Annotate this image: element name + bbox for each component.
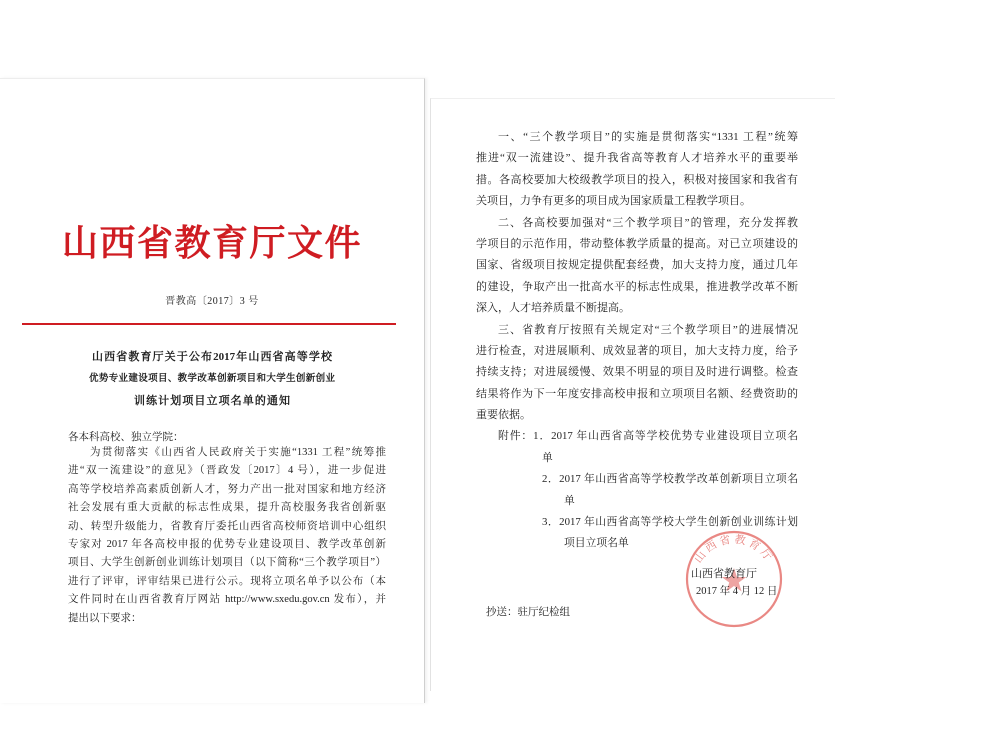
- seal-text: [692, 532, 777, 566]
- paragraph-line: 关项目，力争有更多的项目成为国家质量工程教学项目。: [476, 195, 751, 208]
- body-line: 高等学校培养高素质创新人才，努力产出一批对国家和地方经济: [68, 483, 386, 495]
- red-divider-line: [22, 323, 396, 325]
- paragraph-line: 学项目的示范作用，带动整体教学质量的提高。对已立项建设的: [476, 237, 798, 250]
- notice-title: [0, 346, 424, 412]
- requirements-body: [476, 127, 798, 555]
- attachment-continuation: 单: [564, 494, 575, 507]
- paragraph-line: 重要依据。: [476, 409, 531, 422]
- body-line: 文件同时在山西省教育厅网站 http://www.sxedu.gov.cn 发布），并: [68, 594, 386, 606]
- body-line: 进行了评审，评审结果已进行公示。现将立项名单予以公布（本: [68, 575, 386, 587]
- paragraph-line: 进行检查，对进展顺利、成效显著的项目，加大支持力度，给予: [476, 344, 798, 357]
- paragraph-line: 一、“三个教学项目”的实施是贯彻落实“1331 工程”统筹: [498, 131, 798, 143]
- attachment-item: 1．2017 年山西省高等学校优势专业建设项目立项名: [533, 430, 798, 443]
- body-line: 进“双一流建设”的意见》（晋政发〔2017〕4 号），进一步促进: [68, 465, 386, 477]
- right-page: [430, 98, 835, 691]
- attachment-item: 2．2017 年山西省高等学校教学改革创新项目立项名: [542, 473, 798, 486]
- paragraph-line: 三、省教育厅按照有关规定对“三个教学项目”的进展情况: [498, 323, 798, 336]
- body-line: 社会发展有重大贡献的标志性成果，提升高校服务我省创新驱: [68, 502, 386, 514]
- seal-text-path: 山西省教育厅: [692, 533, 776, 566]
- attachment-label: 附件：: [498, 430, 534, 443]
- left-page: [0, 78, 425, 703]
- carbon-copy-line: 抄送：驻厅纪检组: [486, 607, 570, 618]
- document-number: 晋教高〔2017〕3 号: [165, 296, 259, 307]
- title-line: 优势专业建设项目、教学改革创新项目和大学生创新创业: [89, 374, 335, 384]
- title-line: 训练计划项目立项名单的通知: [134, 395, 290, 407]
- paragraph-line: 推进“双一流建设”、提升我省高等教育人才培养水平的重要举: [476, 152, 798, 165]
- document-header: 山西省教育厅文件: [61, 223, 362, 263]
- paragraph-line: 措。各高校要加大校级教学项目的投入，积极对接国家和我省有: [476, 173, 798, 186]
- attachment-line: [476, 426, 798, 447]
- paragraph-line: 深入，人才培养质量不断提高。: [476, 302, 630, 315]
- attachment-item: 3．2017 年山西省高等学校大学生创新创业训练计划: [542, 516, 798, 529]
- notice-body: [68, 444, 386, 628]
- attachment-continuation: 单: [542, 451, 553, 464]
- paragraph-line: 持续支持；对进展缓慢、效果不明显的项目及时进行调整。检查: [476, 366, 798, 379]
- salutation: 各本科高校、独立学院：: [68, 432, 184, 443]
- body-line: 提出以下要求：: [68, 612, 142, 624]
- attachment-continuation: 项目立项名单: [564, 537, 629, 550]
- paragraph-line: 国家、省级项目按规定提供配套经费，加大支持力度，通过几年: [476, 259, 798, 272]
- body-line: 项目、大学生创新创业训练计划项目（以下简称“三个教学项目”）: [68, 557, 386, 569]
- body-line: 动、转型升级能力，省教育厅委托山西省高校师资培训中心组织: [68, 520, 386, 532]
- signature-date: 2017 年 4 月 12 日: [696, 586, 778, 597]
- signature-organization: 山西省教育厅: [691, 568, 757, 580]
- body-line: 专家对 2017 年各高校申报的优势专业建设项目、教学改革创新: [68, 538, 386, 550]
- paragraph-line: 二、各高校要加强对“三个教学项目”的管理，充分发挥教: [498, 216, 798, 229]
- body-line: 为贯彻落实《山西省人民政府关于实施“1331 工程”统筹推: [90, 447, 386, 458]
- paragraph-line: 结果将作为下一年度安排高校申报和立项项目名额、经费资助的: [476, 387, 798, 400]
- title-line: 山西省教育厅关于公布2017年山西省高等学校: [92, 351, 332, 363]
- paragraph-line: 的建设，争取产出一批高水平的标志性成果，推进教学改革不断: [476, 280, 798, 293]
